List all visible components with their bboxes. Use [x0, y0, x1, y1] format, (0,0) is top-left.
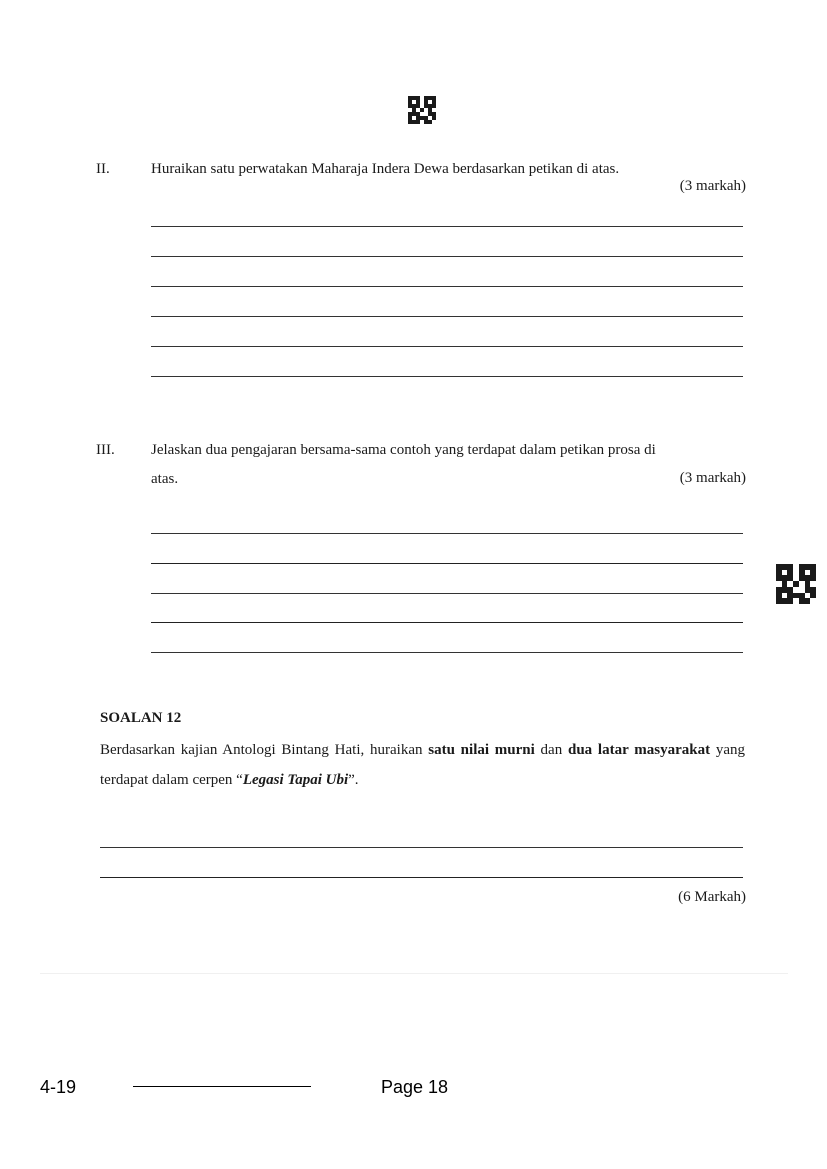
para-text: yang terdapat dalam cerpen “ [100, 742, 745, 788]
question-text-line2: atas. [151, 471, 179, 487]
question-paragraph [100, 735, 745, 795]
answer-line[interactable] [100, 877, 743, 878]
question-text: Huraikan satu perwatakan Maharaja Indera Dewa berdasarkan petikan di atas. [151, 161, 620, 177]
answer-line[interactable] [100, 847, 743, 848]
para-text: Berdasarkan kajian Antologi Bintang Hati, huraikan [100, 742, 429, 758]
question-number: III. [96, 442, 115, 458]
answer-line[interactable] [151, 226, 743, 227]
qr-code-icon [776, 564, 816, 604]
para-bold: dua latar masyarakat [567, 742, 711, 758]
answer-line[interactable] [151, 316, 743, 317]
answer-line[interactable] [151, 563, 743, 564]
answer-line[interactable] [151, 652, 743, 653]
marks-label: (6 Markah) [678, 889, 746, 905]
marks-label: (3 markah) [679, 178, 746, 194]
answer-line[interactable] [151, 286, 743, 287]
section-heading: SOALAN 12 [100, 710, 182, 726]
answer-line[interactable] [151, 622, 743, 623]
footer-code: 4-19 [40, 1077, 77, 1097]
footer-line [133, 1086, 311, 1087]
qr-code-icon [408, 96, 436, 124]
question-text-line1: Jelaskan dua pengajaran bersama-sama contoh yang terdapat dalam petikan prosa di [151, 442, 656, 458]
para-text: ”. [348, 772, 359, 788]
answer-line[interactable] [151, 593, 743, 594]
marks-label: (3 markah) [679, 470, 746, 486]
answer-line[interactable] [151, 376, 743, 377]
story-title: Legasi Tapai Ubi [242, 772, 349, 788]
answer-line[interactable] [151, 256, 743, 257]
answer-line[interactable] [151, 346, 743, 347]
divider [40, 973, 788, 974]
para-text: dan [534, 742, 568, 758]
para-bold: satu nilai murni [428, 742, 535, 758]
question-number: II. [96, 161, 110, 177]
page-number: Page 18 [381, 1077, 449, 1097]
answer-line[interactable] [151, 533, 743, 534]
